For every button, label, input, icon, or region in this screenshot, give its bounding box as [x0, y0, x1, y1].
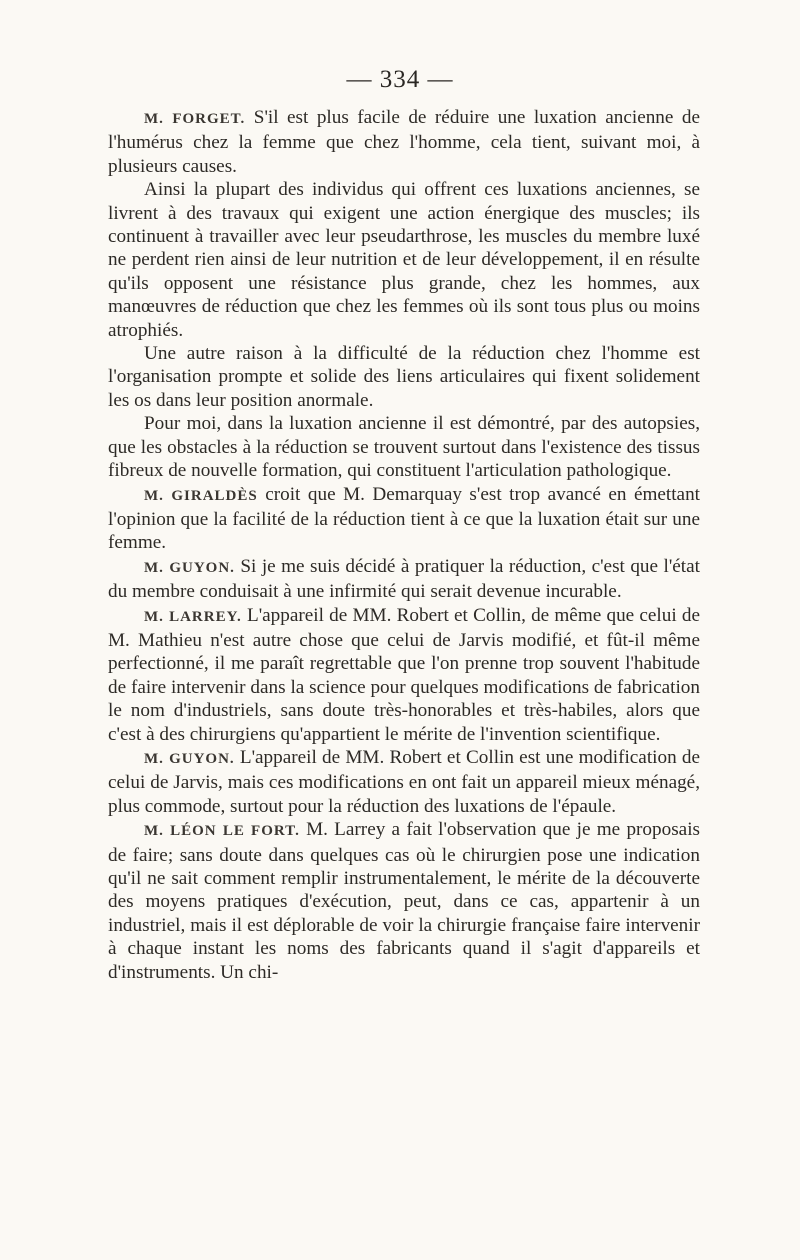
paragraph-text: Si je me suis décidé à pratiquer la réduction, c'est que l'état du membre conduisait à une infirmité qui serait devenue incurable.	[108, 555, 700, 603]
speaker-name: M. FORGET.	[144, 111, 246, 127]
paragraph-text: Une autre raison à la difficulté de la réduction chez l'homme est l'organisation prompte et solide des liens articulaires qui fixent solidement les os dans leur position anormale.	[108, 343, 700, 411]
speaker-name: M. GUYON.	[144, 750, 235, 767]
speaker-name: M. LÉON LE FORT.	[144, 823, 300, 840]
page-number: — 334 —	[346, 66, 454, 93]
paragraph-text: L'appareil de MM. Robert et Collin, de même que celui de M. Mathieu n'est autre chose que celui de Jarvis modifié, et fût-il même perfectionné, il me paraît regrettable que l'on prenne trop souvent l'habitude de faire intervenir dans la science pour quelques modifications de fabrication le nom d'industriels, sans doute très-honorables et très-habiles, alors que c'est à des chirurgiens qu'appartient le mérite de l'invention scientifique.	[108, 604, 700, 745]
speaker-name: M. LARREY.	[144, 608, 242, 625]
paragraph	[108, 604, 700, 746]
paragraph	[108, 746, 700, 818]
paragraph	[108, 178, 700, 342]
paragraph-text: croit que M. Demarquay s'est trop avancé en émettant l'opinion que la facilité de la réduction tient à ce que la luxation était sur une femme.	[108, 483, 700, 554]
speaker-name: M. GUYON.	[144, 559, 235, 576]
paragraph-text: S'il est plus facile de réduire une luxation ancienne de l'humérus chez la femme que chez l'homme, cela tient, suivant moi, à plusieurs causes.	[108, 107, 700, 177]
speaker-name: M. GIRALDÈS	[144, 487, 258, 504]
paragraph-text: L'appareil de MM. Robert et Collin est une modification de celui de Jarvis, mais ces modifications en ont fait un appareil mieux ménagé, plus commode, surtout pour la réduction des luxations de l'épaule.	[108, 746, 700, 817]
paragraph	[108, 818, 700, 984]
paragraph-text: Ainsi la plupart des individus qui offrent ces luxations anciennes, se livrent à des travaux qui exigent une action énergique des muscles; ils continuent à travailler avec leur pseudarthrose, les muscles du membre luxé ne perdent rien ainsi de leur nutrition et de leur développement, il en résulte qu'ils opposent une résistance plus grande, chez les hommes, aux manœuvres de réduction que chez les femmes où ils sont tous plus ou moins atrophiés.	[108, 179, 700, 341]
paragraph	[108, 483, 700, 555]
paragraph-text: Pour moi, dans la luxation ancienne il est démontré, par des autopsies, que les obstacles à la réduction se trouvent surtout dans l'existence des tissus fibreux de nouvelle formation, qui constituent l'articulation pathologique.	[108, 413, 700, 482]
paragraph	[108, 342, 700, 412]
paragraph	[108, 106, 700, 178]
paragraph	[108, 412, 700, 482]
paragraph	[108, 555, 700, 604]
paragraph-text: M. Larrey a fait l'observation que je me proposais de faire; sans doute dans quelques cas où le chirurgien pose une indication qu'il ne sait comment remplir instrumentalement, le mérite de la découverte des moyens pratiques d'exécution, peut, dans ce cas, appartenir à un industriel, mais il est déplorable de voir la chirurgie française faire intervenir à chaque instant les noms des fabricants quand il s'agit d'appareils et d'instruments. Un chi-	[108, 819, 700, 983]
body-text	[108, 106, 700, 984]
